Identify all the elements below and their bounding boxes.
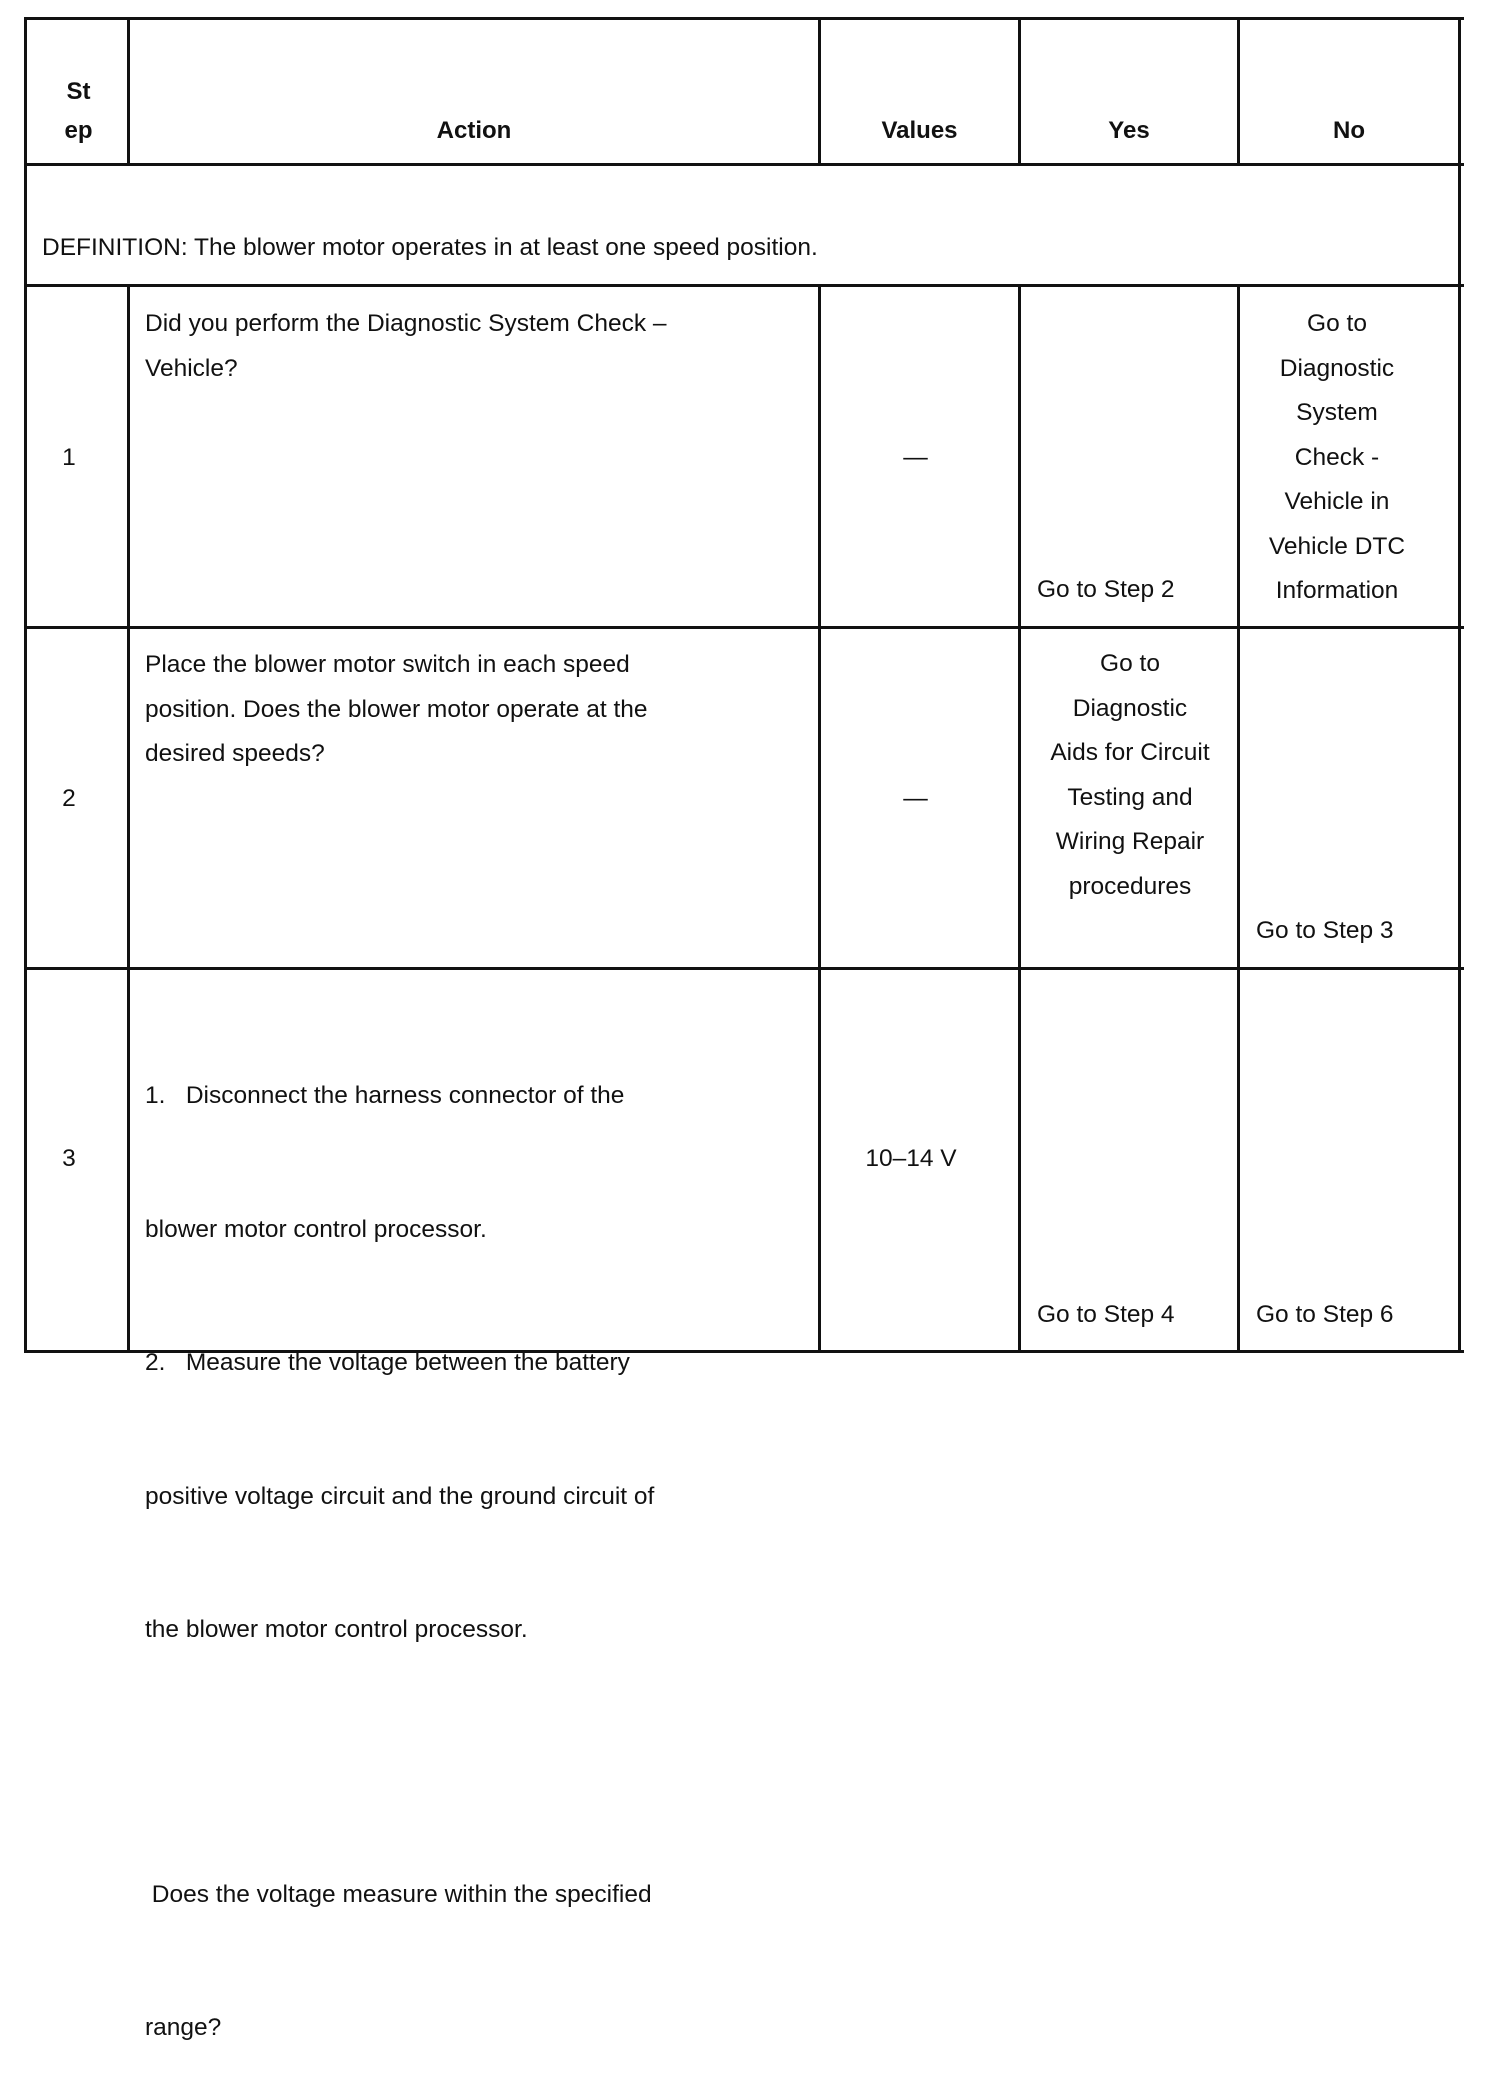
no-line: Go to [1307, 310, 1367, 337]
yes-line: Testing and [1067, 783, 1193, 811]
row-1-yes: Go to Step 2 [1037, 576, 1175, 603]
row-3-action [145, 985, 654, 2095]
col-divider-step [127, 284, 130, 1353]
row-1-no [1240, 302, 1434, 614]
row-2-value: — [903, 785, 928, 812]
action-line: Did you perform the Diagnostic System Check – [145, 310, 667, 337]
action-question-line: range? [145, 2014, 222, 2041]
action-line: the blower motor control processor. [145, 1616, 528, 1643]
no-line: Check - [1294, 443, 1380, 471]
action-line: blower motor control processor. [145, 1215, 487, 1243]
row-1-divider [24, 626, 1464, 629]
row-2-no: Go to Step 3 [1256, 917, 1394, 944]
action-line: position. Does the blower motor operate at the [145, 695, 648, 723]
row-1-action [145, 302, 667, 391]
header-step-line: ep [64, 117, 93, 144]
row-2-action [145, 643, 648, 777]
no-line: Information [1275, 577, 1399, 604]
row-3-no: Go to Step 6 [1256, 1301, 1394, 1328]
no-line: Vehicle in [1284, 488, 1390, 515]
yes-line: Aids for Circuit [1050, 739, 1210, 766]
action-line: desired speeds? [145, 740, 325, 767]
header-action: Action [436, 117, 512, 144]
action-line: 1. Disconnect the harness connector of the [145, 1082, 625, 1109]
no-line: Vehicle DTC [1268, 532, 1406, 560]
table-border-left [24, 17, 27, 1353]
table-border-top [24, 17, 1464, 20]
no-line: System [1296, 399, 1378, 426]
header-yes: Yes [1108, 117, 1150, 144]
row-2-step: 2 [62, 785, 76, 812]
definition-text: DEFINITION: The blower motor operates in at least one speed position. [42, 234, 818, 261]
row-3-step: 3 [62, 1145, 76, 1172]
action-line: Place the blower motor switch in each speed [145, 651, 630, 678]
row-3-value: 10–14 V [865, 1145, 957, 1172]
action-line: positive voltage circuit and the ground circuit of [145, 1482, 655, 1510]
no-line: Diagnostic [1279, 354, 1395, 382]
header-step [30, 72, 127, 150]
yes-line: procedures [1068, 872, 1192, 900]
action-line: Vehicle? [145, 354, 238, 382]
row-3-yes: Go to Step 4 [1037, 1301, 1175, 1328]
header-step-line: St [66, 78, 91, 105]
row-1-step: 1 [62, 444, 76, 471]
row-2-yes [1028, 642, 1232, 909]
header-no: No [1333, 117, 1365, 144]
action-question-line: Does the voltage measure within the specified [145, 1880, 652, 1908]
col-divider-values [1018, 284, 1021, 1353]
header-values: Values [881, 117, 958, 144]
definition-divider [24, 284, 1464, 287]
row-2-divider [24, 967, 1464, 970]
yes-line: Go to [1100, 650, 1160, 677]
header-divider [24, 163, 1464, 166]
table-border-right [1458, 17, 1461, 1353]
row-1-value: — [903, 444, 928, 471]
action-line: 2. Measure the voltage between the battery [145, 1349, 630, 1376]
yes-line: Diagnostic [1072, 694, 1188, 722]
yes-line: Wiring Repair [1055, 828, 1205, 855]
